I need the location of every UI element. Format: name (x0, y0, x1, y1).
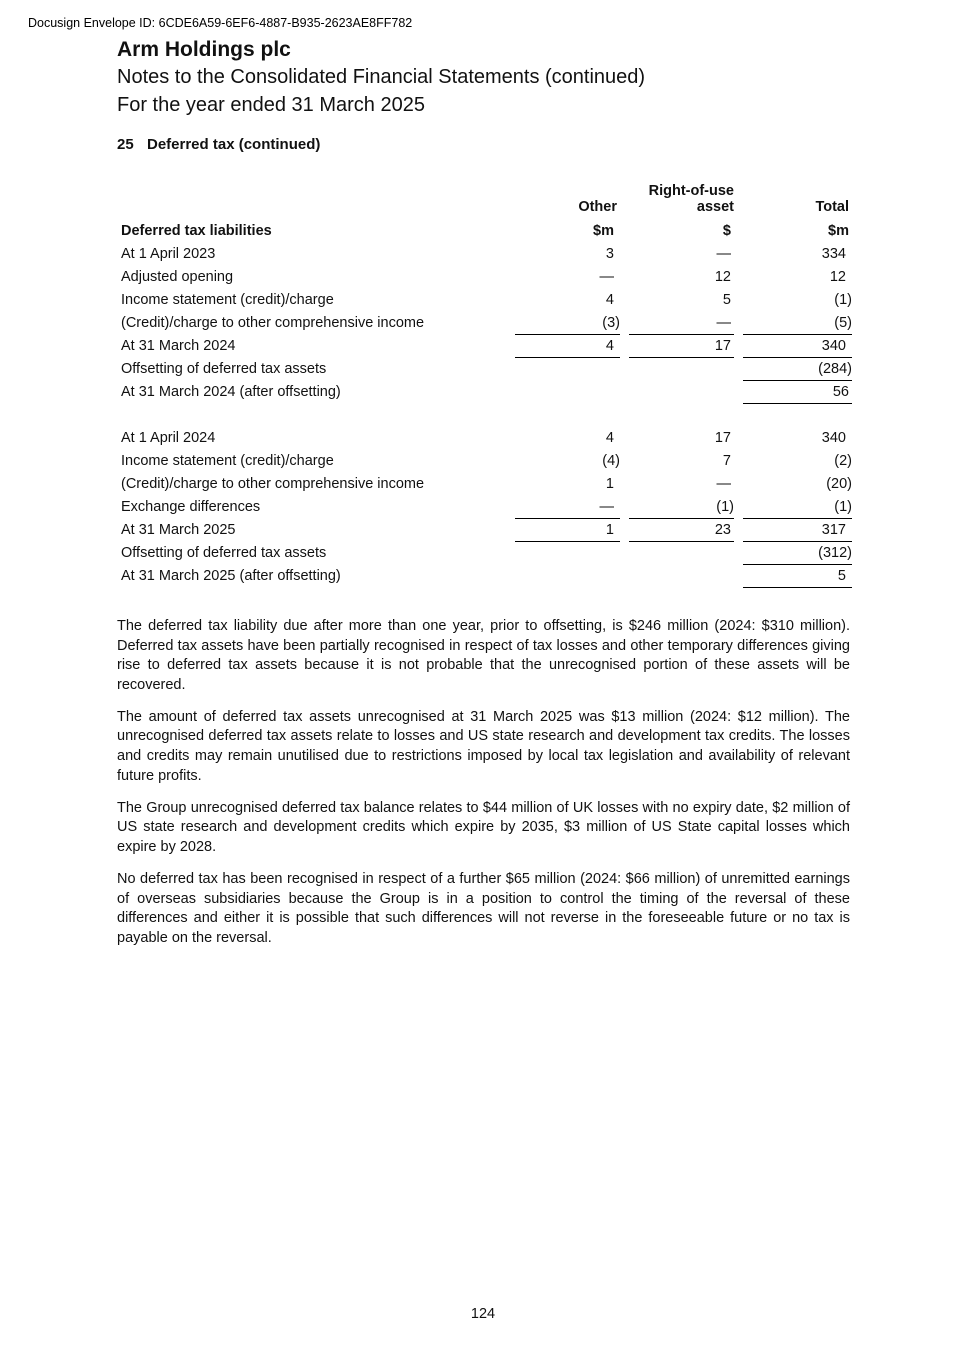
table-row (117, 289, 852, 312)
cell-rou: — (716, 246, 731, 262)
paragraph: The amount of deferred tax assets unrecognised at 31 March 2025 was $13 million (2024: $12 million). The unrecognised deferred tax assets relate to losses and US state research and development tax credits. The losses and credits may remain unutilised due to restrictions imposed by local tax legislation and availability of relevant future profits. (117, 708, 850, 784)
unit-total: $m (828, 223, 849, 239)
cell-other: — (599, 499, 614, 515)
table-row (117, 358, 852, 381)
cell-total: (284) (818, 361, 852, 377)
table-row (117, 266, 852, 289)
section-title: Deferred tax (continued) (147, 136, 321, 153)
paragraph: The Group unrecognised deferred tax balance relates to $44 million of UK losses with no expiry date, $2 million of US state research and development credits which expire by 2035, $3 million of US State capital losses which expire by 2028. (117, 799, 850, 855)
page-number: 124 (470, 1306, 496, 1322)
table-row-label: (Credit)/charge to other comprehensive income (121, 476, 425, 492)
table-row-label: At 31 March 2025 (after offsetting) (121, 568, 341, 584)
cell-total: (1) (834, 499, 852, 515)
notes-body (117, 617, 850, 961)
unit-other: $m (593, 223, 614, 239)
table-units-row (117, 220, 852, 243)
cell-other: (4) (602, 453, 620, 469)
cell-other: (3) (602, 315, 620, 331)
paragraph: No deferred tax has been recognised in respect of a further $65 million (2024: $66 million) of unremitted earnings of overseas subsidiaries because the Group is in a position to control the timing of the reversal of these differences and either it is possible that such differences will not reverse in the foreseeable future or no tax is payable on the reversal. (117, 871, 850, 946)
table-row-label: Deferred tax liabilities (121, 223, 272, 239)
cell-rou: 7 (722, 453, 731, 469)
table-row (117, 542, 852, 565)
paragraph: The deferred tax liability due after more than one year, prior to offsetting, is $246 million (2024: $310 million). Deferred tax assets have been partially recognised in respect of tax losses and other temporary differences giving rise to deferred tax assets because it is not probable that the unrecognised portion of these assets will be recovered. (117, 618, 850, 693)
cell-total: 56 (832, 384, 849, 400)
cell-other: 4 (605, 338, 614, 354)
table-row (117, 496, 852, 519)
cell-other: 3 (605, 246, 614, 262)
cell-other: 1 (605, 522, 614, 538)
cell-other: 4 (605, 430, 614, 446)
table-row (117, 243, 852, 266)
cell-other: 4 (605, 292, 614, 308)
cell-total: (1) (834, 292, 852, 308)
subtotal-rule (743, 380, 852, 381)
cell-rou: (1) (716, 499, 734, 515)
cell-rou: 17 (714, 430, 731, 446)
table-row-label: (Credit)/charge to other comprehensive income (121, 315, 425, 331)
table-row-label: At 1 April 2024 (121, 430, 216, 446)
docusign-envelope-id: Docusign Envelope ID: 6CDE6A59-6EF6-4887-B935-2623AE8FF782 (28, 16, 413, 30)
period-title: For the year ended 31 March 2025 (117, 94, 425, 116)
cell-total: (20) (826, 476, 852, 492)
cell-rou: 12 (714, 269, 731, 285)
table-spacer (117, 404, 852, 427)
unit-rou: $ (722, 223, 731, 239)
table-row (117, 427, 852, 450)
cell-total: 5 (837, 568, 846, 584)
table-row-label: Exchange differences (121, 499, 261, 515)
table-row (117, 473, 852, 496)
total-rule (743, 587, 852, 588)
cell-rou: — (716, 476, 731, 492)
column-headers (117, 180, 852, 220)
cell-rou: — (716, 315, 731, 331)
table-row-label: Income statement (credit)/charge (121, 292, 334, 308)
total-rule (743, 403, 852, 404)
subtotal-rule (743, 564, 852, 565)
cell-total: 334 (821, 246, 846, 262)
cell-total: 340 (821, 338, 846, 354)
company-name: Arm Holdings plc (117, 38, 291, 61)
table-row (117, 519, 852, 542)
cell-total: 12 (829, 269, 846, 285)
section-heading (117, 136, 320, 153)
table-row-label: At 1 April 2023 (121, 246, 216, 262)
col-header-other: Other (578, 199, 617, 215)
table-row-label: At 31 March 2024 (after offsetting) (121, 384, 341, 400)
col-header-total: Total (815, 199, 849, 215)
table-row (117, 312, 852, 335)
table-row (117, 381, 852, 404)
cell-total: (312) (818, 545, 852, 561)
table-row (117, 565, 852, 588)
cell-other: — (599, 269, 614, 285)
deferred-tax-liabilities-table (117, 180, 852, 588)
section-number: 25 (117, 136, 134, 153)
table-row-label: Offsetting of deferred tax assets (121, 545, 327, 561)
cell-rou: 17 (714, 338, 731, 354)
cell-total: 317 (821, 522, 846, 538)
table-row-label: At 31 March 2024 (121, 338, 236, 354)
cell-total: 340 (821, 430, 846, 446)
col-header-right-of-use: Right-of-use asset (648, 183, 734, 215)
notes-title: Notes to the Consolidated Financial Statements (continued) (117, 66, 646, 88)
cell-total: (2) (834, 453, 852, 469)
page-header (117, 36, 645, 119)
cell-rou: 23 (714, 522, 731, 538)
table-row-label: Income statement (credit)/charge (121, 453, 334, 469)
table-row (117, 450, 852, 473)
table-row-label: Adjusted opening (121, 269, 234, 285)
cell-total: (5) (834, 315, 852, 331)
table-row (117, 335, 852, 358)
cell-other: 1 (605, 476, 614, 492)
cell-rou: 5 (722, 292, 731, 308)
table-row-label: Offsetting of deferred tax assets (121, 361, 327, 377)
table-row-label: At 31 March 2025 (121, 522, 236, 538)
